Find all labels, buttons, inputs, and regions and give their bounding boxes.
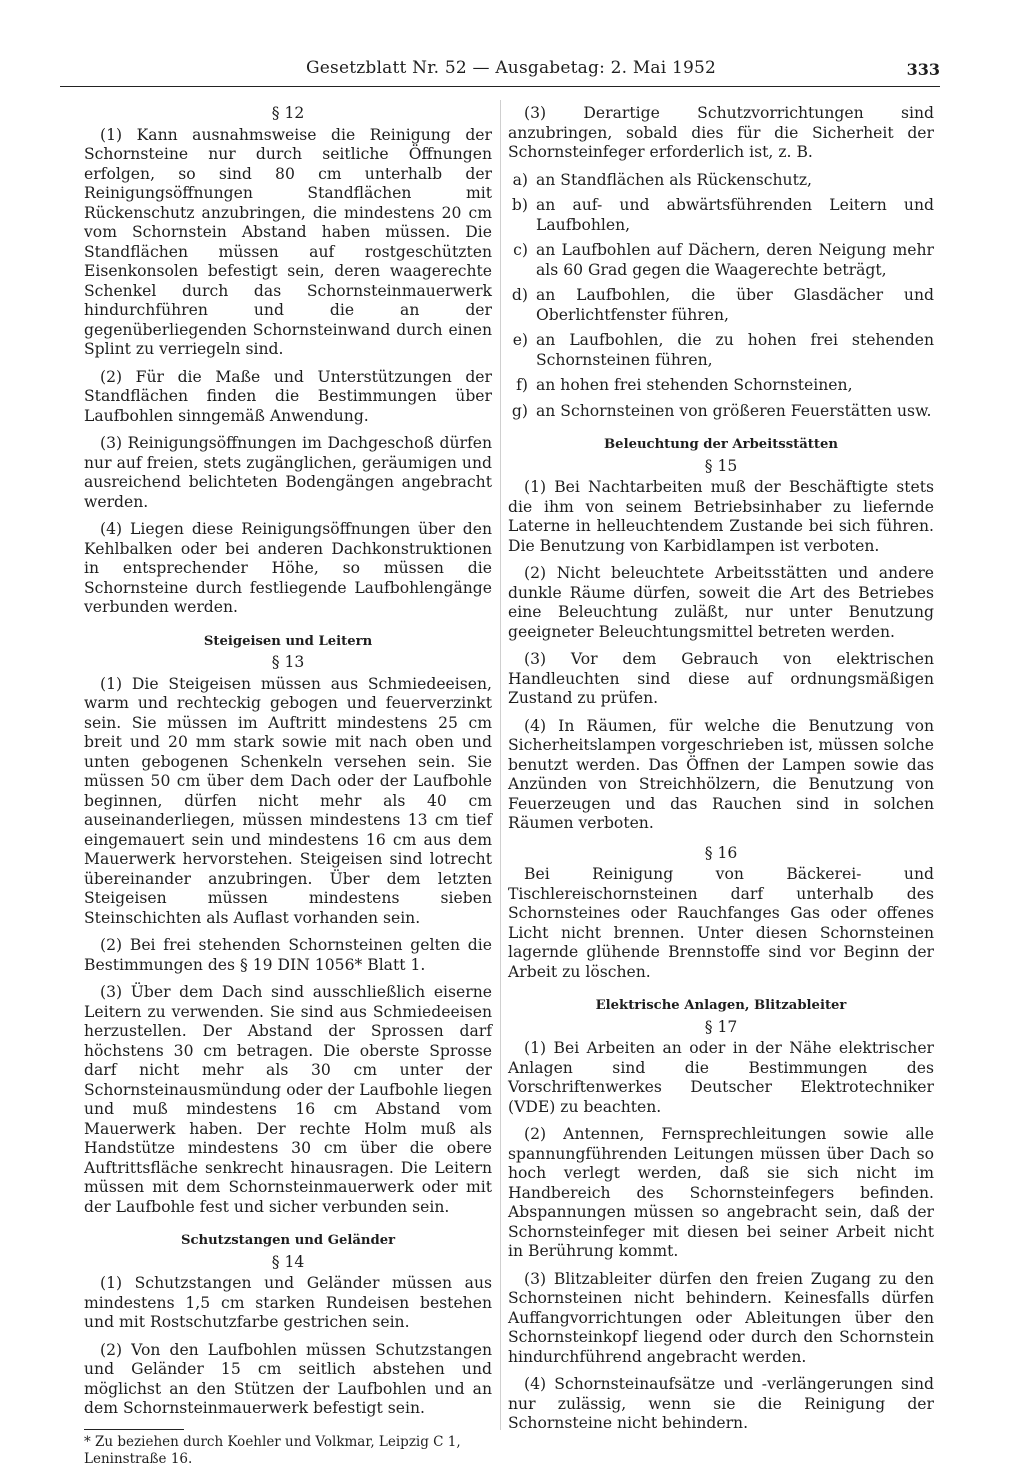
section-13-sign: § 13 [271, 653, 305, 671]
section-13-paragraph-3: (3) Über dem Dach sind ausschließlich eiserne Leitern zu verwenden. Sie sind aus Schmiedeeisen herzustellen. Der Abstand der Sprossen darf höchstens 30 cm betragen. Die oberste Sprosse darf nicht mehr als 30 cm unter der Schornsteinausmündung oder der Laufbohle liegen und muß mindestens 16 cm Abstand vom Mauerwerk haben. Der rechte Holm muß als Handstütze mindestens 30 cm über die obere Auftrittsfläche senkrecht hinausragen. Die Leitern müssen mit dem Schornsteinmauerwerk oder mit der Laufbohle fest und sicher verbunden sein. [84, 983, 492, 1216]
list-marker: b) [511, 196, 528, 214]
right-column [508, 104, 934, 1442]
list-item [508, 241, 934, 280]
section-12-paragraph-1: (1) Kann ausnahmsweise die Reinigung der Schornsteine nur durch seitliche Öffnungen erfolgen, so sind 80 cm unterhalb der Reinigungsöffnungen Standflächen mit Rückenschutz anzubringen, die mindestens 20 cm vom Schornstein Abstand haben müssen. Die Standflächen müssen auf rostgeschützten Eisenkonsolen befestigt sein, deren waagerechte Schenkel durch das Schornsteinmauerwerk hindurchführen und die an der gegenüberliegenden Schornsteinwand durch einen Splint zu verriegeln sind. [84, 125, 492, 358]
section-17-paragraph-1: (1) Bei Arbeiten an oder in der Nähe elektrischer Anlagen sind die Bestimmungen des Vorschriftenwerkes Deutscher Elektrotechniker (VDE) zu beachten. [508, 1039, 934, 1116]
section-14-paragraph-2: (2) Von den Laufbohlen müssen Schutzstangen und Geländer 15 cm seitlich abstehen und möglichst an den Stützen der Laufbohlen und an dem Schornsteinmauerwerk befestigt sein. [84, 1340, 492, 1417]
list-item [508, 376, 934, 396]
page-header [60, 56, 940, 87]
list-marker: e) [512, 331, 528, 349]
section-12-sign: § 12 [271, 104, 305, 122]
list-item [508, 402, 934, 422]
list-text: an auf- und abwärtsführenden Leitern und Laufbohlen, [536, 196, 934, 234]
section-17-sign: § 17 [704, 1017, 738, 1036]
page-number: 333 [906, 60, 940, 79]
section-15-paragraph-3: (3) Vor dem Gebrauch von elektrischen Handleuchten sind diese auf ordnungsmäßigen Zustand zu prüfen. [508, 650, 934, 707]
section-17-paragraph-4: (4) Schornsteinaufsätze und -verlängerungen sind nur zulässig, wenn sie die Reinigung der Schornsteine nicht behindern. [508, 1375, 934, 1432]
section-14-paragraph-3: (3) Derartige Schutzvorrichtungen sind anzubringen, sobald dies für die Sicherheit der Schornsteinfeger erforderlich ist, z. B. [508, 104, 934, 161]
section-16-paragraph-1: Bei Reinigung von Bäckerei- und Tischlereischornsteinen darf unterhalb des Schornsteines oder Rauchfanges Gas oder offenes Licht nicht brennen. Unter diesen Schornsteinen lagernde glühende Brennstoffe sind vor Beginn der Arbeit zu löschen. [508, 865, 934, 981]
list-item [508, 196, 934, 235]
section-13-heading: Steigeisen und Leitern [203, 633, 373, 649]
list-marker: a) [512, 170, 528, 189]
list-text: an Schornsteinen von größeren Feuerstätten usw. [536, 401, 932, 420]
list-text: an Standflächen als Rückenschutz, [536, 170, 813, 189]
list-text: an hohen frei stehenden Schornsteinen, [536, 376, 853, 394]
section-17-paragraph-2: (2) Antennen, Fernsprechleitungen sowie alle spannungführenden Leitungen müssen über Dach so hoch verlegt werden, daß sie sich nicht im Handbereich des Schornsteinfegers befinden. Abspannungen müssen so angebracht sein, daß der Schornsteinfeger mit diesen bei seiner Arbeit nicht in Berührung kommt. [508, 1125, 934, 1260]
footnote-line-1: * Zu beziehen durch Koehler und Volkmar, Leipzig C 1, [84, 1433, 461, 1450]
section-12-paragraph-3: (3) Reinigungsöffnungen im Dachgeschoß dürfen nur auf freien, stets zugänglichen, geräumigen und ausreichend belichteten Bodengängen angebracht werden. [84, 434, 492, 511]
left-column [84, 104, 492, 1468]
running-title: Gesetzblatt Nr. 52 — Ausgabetag: 2. Mai 1952 [306, 58, 717, 78]
list-marker: c) [513, 241, 528, 259]
column-divider [500, 100, 501, 1430]
section-15-paragraph-2: (2) Nicht beleuchtete Arbeitsstätten und andere dunkle Räume dürfen, soweit die Art des Betriebes eine Beleuchtung zuläßt, nur unter Benutzung geeigneter Beleuchtungsmittel betreten werden. [508, 564, 934, 641]
section-14-sign: § 14 [271, 1252, 305, 1271]
list-marker: d) [511, 286, 528, 304]
section-15-paragraph-1: (1) Bei Nachtarbeiten muß der Beschäftigte stets die ihm von seinem Betriebsinhaber zu liefernde Laterne in helleuchtendem Zustande bei sich führen. Die Benutzung von Karbidlampen ist verboten. [508, 478, 934, 555]
section-17-heading: Elektrische Anlagen, Blitzableiter [595, 998, 847, 1013]
section-15-heading: Beleuchtung der Arbeitsstätten [604, 437, 838, 452]
list-item [508, 171, 934, 191]
list-item [508, 286, 934, 325]
footnote-rule [84, 1429, 184, 1430]
section-15-sign: § 15 [704, 456, 738, 475]
list-marker: g) [511, 401, 528, 420]
section-15-paragraph-4: (4) In Räumen, für welche die Benutzung von Sicherheitslampen vorgeschrieben ist, müssen solche benutzt werden. Das Öffnen der Lampen sowie das Anzünden von Streichhölzern, die Benutzung von Feuerzeugen und das Rauchen sind in solchen Räumen verboten. [508, 716, 934, 832]
list-item [508, 331, 934, 370]
section-13-paragraph-1: (1) Die Steigeisen müssen aus Schmiedeeisen, warm und rechteckig gebogen und feuerverzinkt sein. Sie müssen im Auftritt mindestens 25 cm breit und 20 mm stark sowie mit nach oben und unten gebogenen Schenkeln versehen sein. Sie müssen 50 cm über dem Dach oder der Laufbohle beginnen, dürfen nicht mehr als 40 cm auseinanderliegen, müssen mindestens 13 cm tief eingemauert sein und mindestens 16 cm aus dem Mauerwerk hervorstehen. Steigeisen sind lotrecht übereinander anzubringen. Über dem letzten Steigeisen müssen mindestens sieben Steinschichten als Auflast vorhanden sein. [84, 674, 492, 927]
list-text: an Laufbohlen, die über Glasdächer und Oberlichtfenster führen, [536, 286, 934, 324]
section-12-paragraph-4: (4) Liegen diese Reinigungsöffnungen über den Kehlbalken oder bei anderen Dachkonstruktionen in entsprechender Höhe, so müssen die Schornsteine durch festliegende Laufbohlengänge verbunden werden. [84, 520, 492, 616]
section-14-paragraph-1: (1) Schutzstangen und Geländer müssen aus mindestens 1,5 cm starken Rundeisen bestehen und mit Rostschutzfarbe gestrichen sein. [84, 1274, 492, 1331]
section-14-heading: Schutzstangen und Geländer [180, 1233, 396, 1248]
list-marker: f) [516, 376, 528, 394]
footnote-line-2: Leninstraße 16. [84, 1450, 193, 1467]
section-16-sign: § 16 [704, 843, 738, 862]
section-17-paragraph-3: (3) Blitzableiter dürfen den freien Zugang zu den Schornsteinen nicht behindern. Keinesfalls dürfen Auffangvorrichtungen oder Ableitungen über den Schornsteinkopf liegend oder durch den Schornstein hindurchführend angebracht werden. [508, 1269, 934, 1366]
section-13-paragraph-2: (2) Bei frei stehenden Schornsteinen gelten die Bestimmungen des § 19 DIN 1056* Blatt 1. [84, 936, 492, 974]
list-text: an Laufbohlen auf Dächern, deren Neigung mehr als 60 Grad gegen die Waagerechte beträgt, [536, 241, 934, 279]
section-12-paragraph-2: (2) Für die Maße und Unterstützungen der Standflächen finden die Bestimmungen über Laufbohlen sinngemäß Anwendung. [84, 367, 492, 425]
list-text: an Laufbohlen, die zu hohen frei stehenden Schornsteinen führen, [536, 331, 934, 369]
